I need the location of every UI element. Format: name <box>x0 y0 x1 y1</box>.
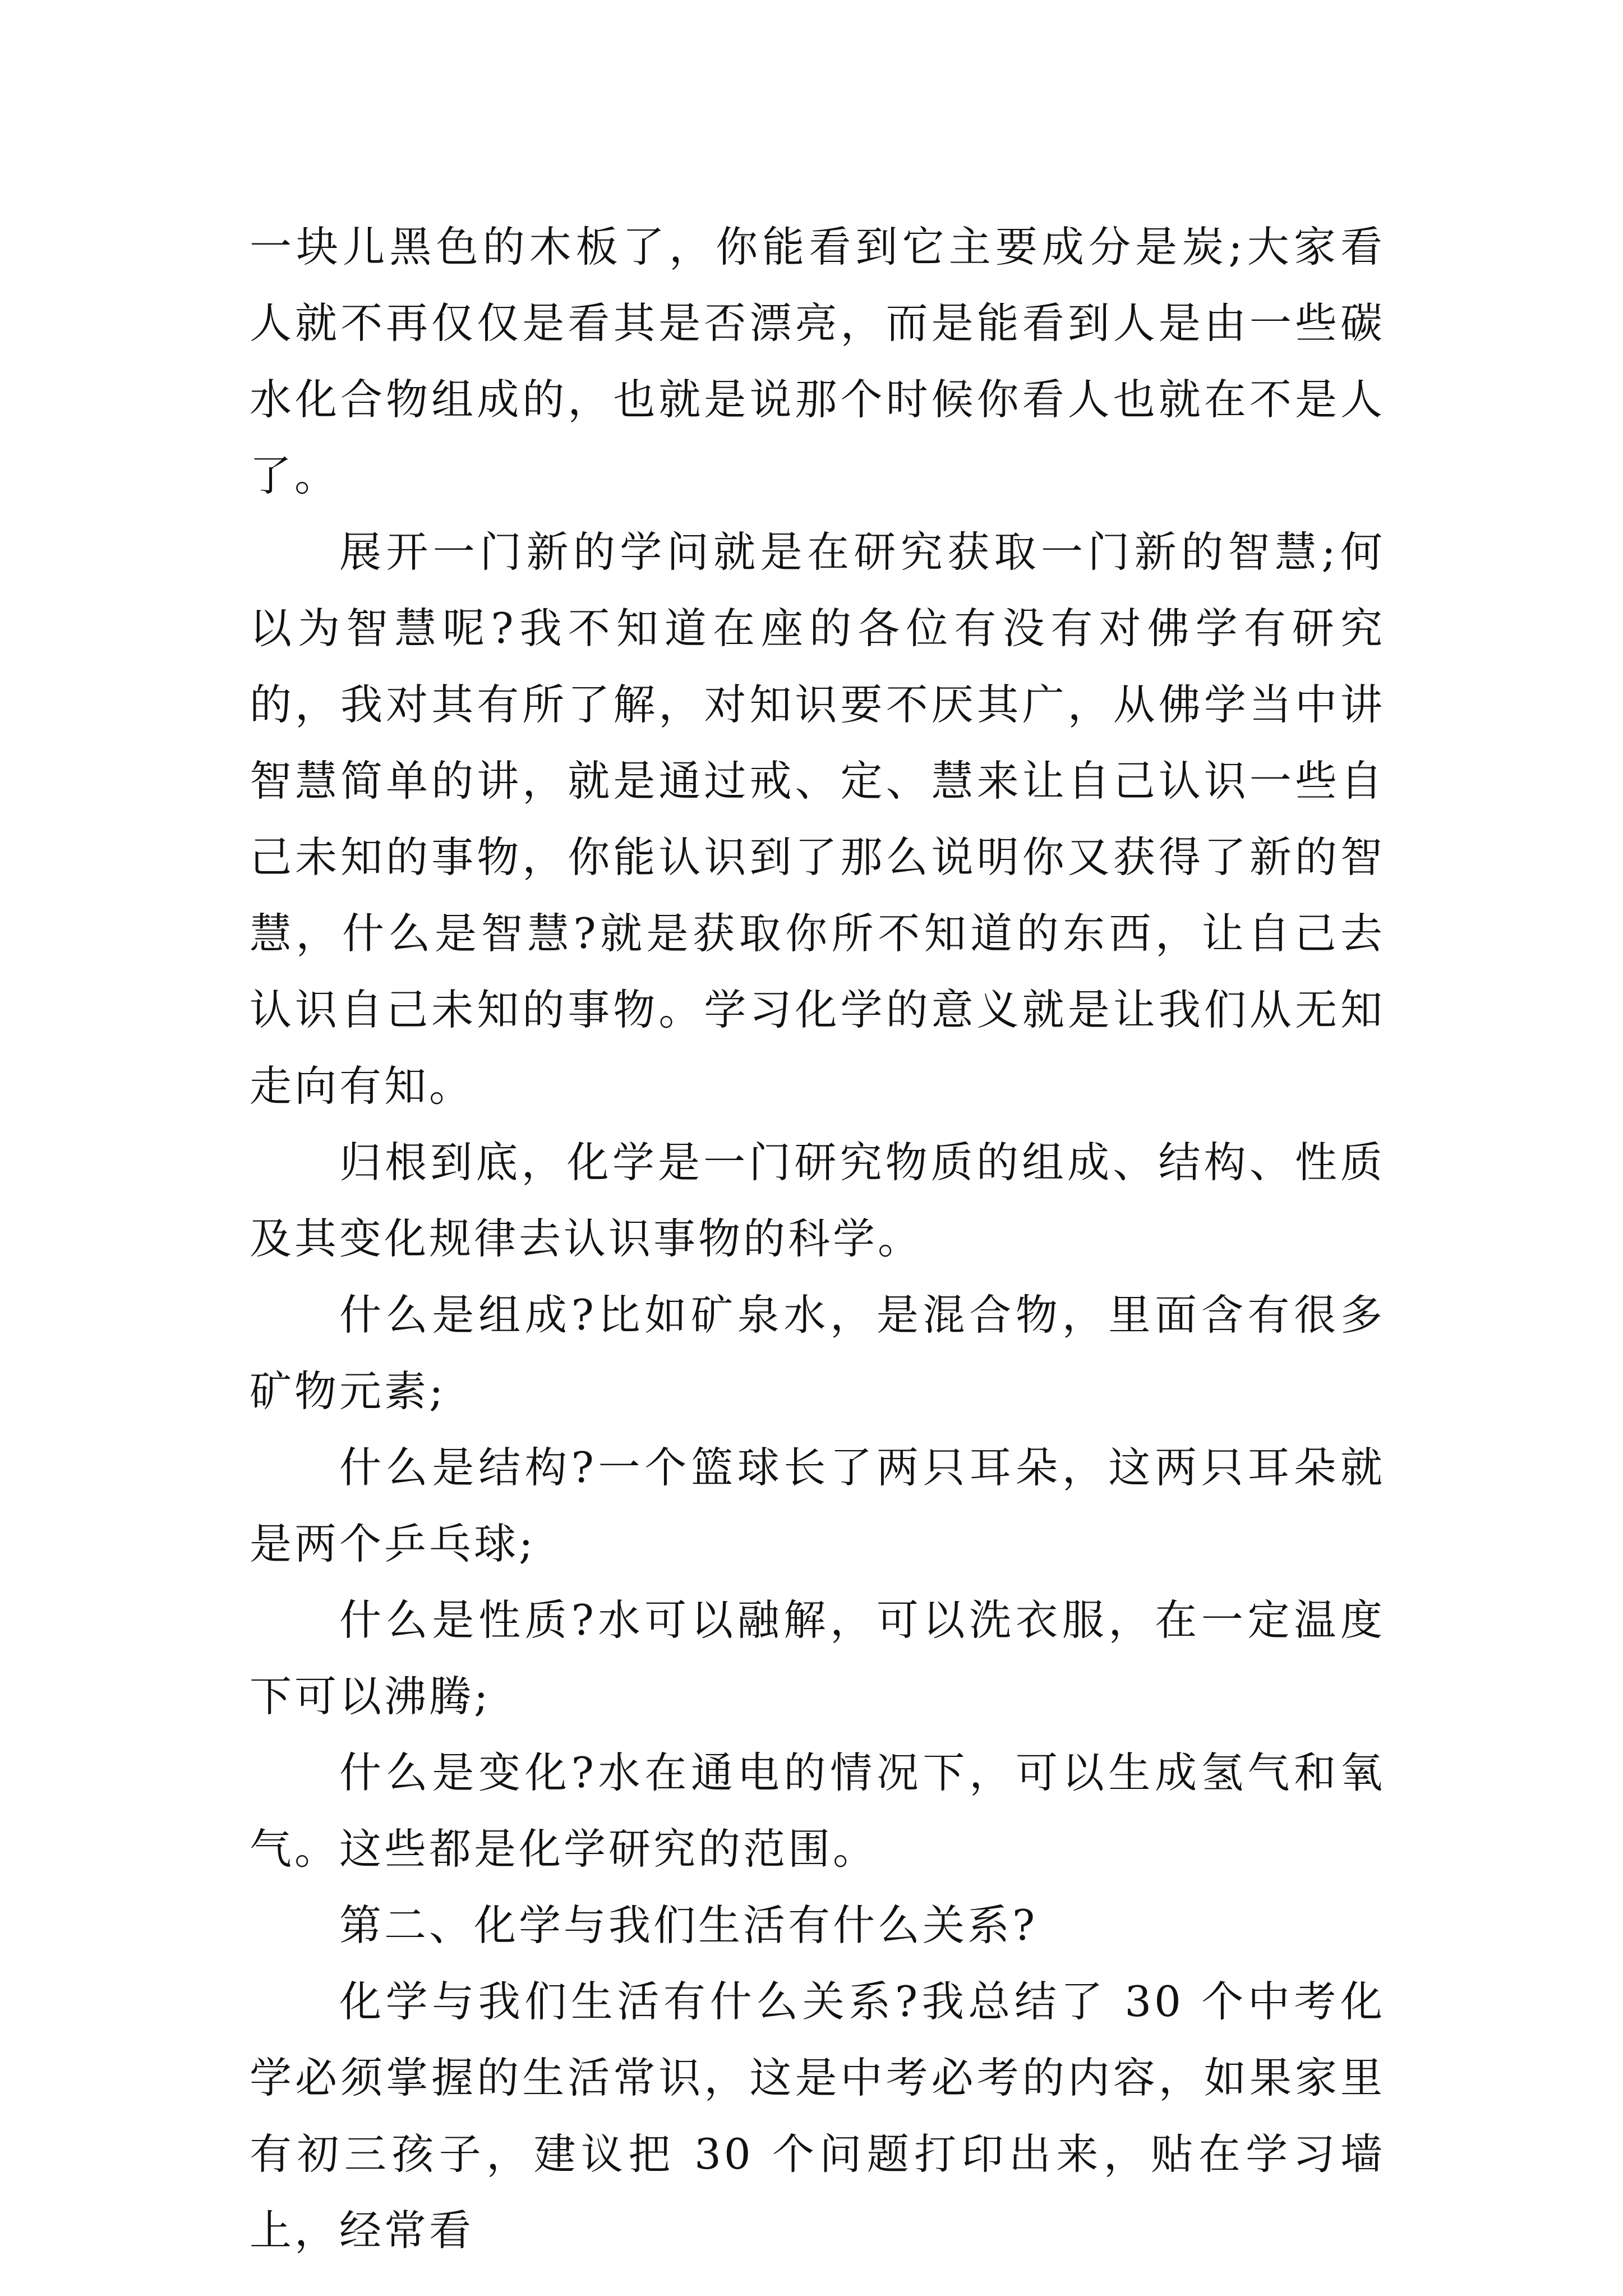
section-heading-2: 第二、化学与我们生活有什么关系? <box>339 1901 1038 1950</box>
paragraph-6: 什么是性质?水可以融解，可以洗衣服，在一定温度下可以沸腾; <box>250 1595 1385 1721</box>
document-body <box>250 209 1385 2269</box>
paragraph-7: 什么是变化?水在通电的情况下，可以生成氢气和氧气。这些都是化学研究的范围。 <box>250 1748 1385 1874</box>
paragraph-1: 一块儿黑色的木板了，你能看到它主要成分是炭;大家看人就不再仅仅是看其是否漂亮，而是能看到人是由一些碳水化合物组成的，也就是说那个时候你看人也就在不是人了。 <box>250 222 1385 500</box>
paragraph-9: 化学与我们生活有什么关系?我总结了 30 个中考化学必须掌握的生活常识，这是中考必考的内容，如果家里有初三孩子，建议把 30 个问题打印出来，贴在学习墙上，经常看 <box>250 1977 1385 2255</box>
paragraph-3: 归根到底，化学是一门研究物质的组成、结构、性质及其变化规律去认识事物的科学。 <box>250 1138 1385 1263</box>
paragraph-4: 什么是组成?比如矿泉水，是混合物，里面含有很多矿物元素; <box>250 1290 1385 1416</box>
paragraph-5: 什么是结构?一个篮球长了两只耳朵，这两只耳朵就是两个乒乓球; <box>250 1443 1385 1568</box>
paragraph-2: 展开一门新的学问就是在研究获取一门新的智慧;何以为智慧呢?我不知道在座的各位有没有对佛学有研究的，我对其有所了解，对知识要不厌其广，从佛学当中讲智慧简单的讲，就是通过戒、定、慧来让自己认识一些自己未知的事物，你能认识到了那么说明你又获得了新的智慧，什么是智慧?就是获取你所不知道的东西，让自己去认识自己未知的事物。学习化学的意义就是让我们从无知走向有知。 <box>250 527 1385 1111</box>
